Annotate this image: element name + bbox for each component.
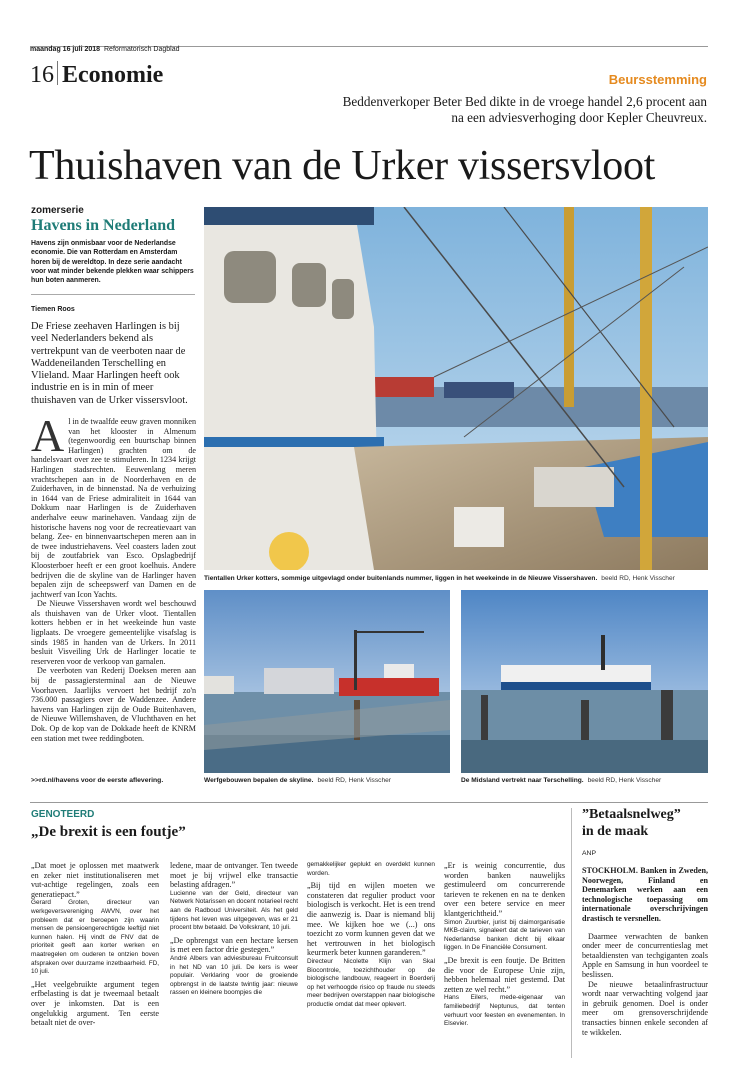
article-lead: De Friese zeehaven Harlingen is bij veel Nederlanders bekend als vertrekpunt van de veerboten naar de Waddeneilanden Terschelling en Vlieland. Maar Harlingen heeft ook industrie en is in min of meer thuishaven van de Urker vissersvloot. xyxy=(31,321,188,406)
dropcap: A xyxy=(31,410,65,461)
genoteerd-col3: gemakkelijker geplukt en overdekt kunnen worden. „Bij tijd en wijlen moeten we constateren dat regulier product voor biologisch is verkocht. Het is een trend die aanwezig is. Daar is niemand blij mee. We kijken hoe we (...) ons toezicht zo vorm kunnen geven dat we het vertrouwen in het biologisch keurmerk beter kunnen garanderen.” Directeur Nicolette Klijn van Skal Biocontrole, toezichthouder op de biologische landbouw, reageert in Boerderij op het verhoogde risico op fraude nu steeds meer bedrijven overstappen naar biologische productie omdat dat meer oplevert. xyxy=(307,861,435,1008)
sidebar-source: ANP xyxy=(582,850,596,857)
genoteerd-col2: ledene, maar de ontvanger. Ten tweede moet je bij vrijwel elke transactie belasting afdragen.” Lucienne van der Geld, directeur van Netwerk Notarissen en docent notarieel recht aan de Radboud Universiteit. Als het geld tijdens het leven was uitgegeven, was er 21 procent btw betaald. De Volkskrant, 10 juli. „De opbrengst van een hectare kersen is met een factor drie gestegen.” André Albers van adviesbureau Fruitconsult in het ND van 10 juli. De kers is weer populair. Verklaring voor de groeiende opbrengst in de laatste twintig jaar: nieuwe rassen en kleinere boompjes die xyxy=(170,861,298,997)
page-number: 16 xyxy=(30,62,54,88)
genoteerd-col4: „Er is weinig concurrentie, dus worden banken nauwelijks gestimuleerd om concurrerende tarieven te rekenen en na te denken over een betere service en meer klantgerichtheid.” Simon Zuurbier, jurist bij claimorganisatie MKB-claim, signaleert dat de tarieven van Nederlandse banken dicht bij elkaar liggen. In De Financiële Consument. „De brexit is een foutje. De Britten die voor de Europese Unie zijn, hebben helemaal niet gestemd. Dat zetten ze wel recht.” Hans Eilers, mede-eigenaar van familiebedrijf Neptunus, dat tenten verhuurt voor feesten en evenementen. In Elsevier. xyxy=(444,861,565,1028)
beursstemming-text: Beddenverkoper Beter Bed dikte in de vroege handel 2,6 procent aan na een adviesverhoging door Kepler Cheuvreux. xyxy=(342,94,707,125)
left-photo-caption: Werfgebouwen bepalen de skyline. beeld RD, Henk Visscher xyxy=(204,777,391,784)
series-intro: Havens zijn onmisbaar voor de Nederlandse economie. Die van Rotterdam en Amsterdam horen bij de wereldtop. In deze serie aandacht voor wat minder bekende plekken waar schippers hun boten aanmeren. xyxy=(31,240,194,285)
headline: Thuishaven van de Urker vissersvloot xyxy=(29,143,656,189)
series-kicker: zomerserie xyxy=(31,205,84,216)
ferry-photo xyxy=(461,590,708,773)
author: Tiemen Roos xyxy=(31,306,75,313)
right-photo xyxy=(461,590,708,773)
section-divider xyxy=(30,802,708,803)
right-photo-caption: De Midsland vertrekt naar Terschelling. beeld RD, Henk Visscher xyxy=(461,777,662,784)
dateline xyxy=(30,46,179,53)
sidebar-title: ”Betaalsnelweg” in de maak xyxy=(582,807,681,839)
main-photo-caption: Tientallen Urker kotters, sommige uitgevlagd onder buitenlands nummer, liggen in het weekeinde in de Nieuwe Vissershaven. beeld RD, Henk Visscher xyxy=(204,575,675,582)
beursstemming-label: Beursstemming xyxy=(608,72,707,87)
section-title: Economie xyxy=(62,62,164,88)
issue-date: maandag 16 juli 2018 xyxy=(30,46,101,53)
intro-rule xyxy=(31,294,195,295)
article-body: Al in de twaalfde eeuw graven monniken van het klooster in Almenum (tegenwoordig een buurtschap binnen Harlingen) grachten om de handelsvaart over zee te stimuleren. In 1234 krijgt Harlingen stadsrechten. Eeuwenlang meren vrachtschepen aan in de Noorderhaven en de Zuiderhaven, in de binnenstad. Na de verhuizing in 1644 van de Friese admiraliteit in 1644 van Dokkum naar Harlingen is de Zuiderhaven anderhalve eeuw marinehaven. Vandaag zijn de historische havens nog voor de recreatievaart van belang. Zee- en binnenvaartschepen meren aan in de twee industriehavens. Veel coasters laden zout bij de zoutfabriek van Esco. Opslagbedrijf Kloosterboer heeft er een groot koelhuis. Andere bedrijven die de skyline van de Harlinger haven bepalen zijn de scheepswerf van Damen en de jachtwerf van Icon Yachts. De Nieuwe Vissershaven wordt wel beschouwd als thuishaven van de Urker vloot. Tientallen kotters hebben er in het weekeinde hun vaste ligplaats. De vroegere gemeentelijke visafslag is sinds 1985 in handen van de Urkers. In 2011 besluit Visveiling Urk de Harlinger locatie te reserveren voor de verkoop van garnalen. De veerboten van Rederij Doeksen meren aan bij de passagiersterminal aan de Nieuwe Voorhaven. Jaarlijks vervoert het bedrijf zo'n 736.000 passagiers over de Waddenzee. Andere havens van Harlingen zijn de Oude Buitenhaven, de Nieuwe Willemshaven, de Vluchthaven en het Dok. Op de kop van de Dokkade heeft de KNRM een station met twee reddingboten. xyxy=(31,410,197,743)
boat-deck-photo xyxy=(204,207,708,570)
genoteerd-col1: „Dat moet je oplossen met maatwerk en zeker niet institutionaliseren met vut-achtige regelingen, zoals een generatiepact.” Gerard Groten, directeur van werkgeversvereniging AWVN, over het probleem dat er beroepen zijn waarin mensen de pensioengerechtigde leeftijd niet kunnen halen. Hij vindt de FNV dat de prioriteit geeft aan korter werken en maatregelen om ouderen te ontzien boven afspraken over duurzame inzetbaarheid. FD, 10 juli. „Het veelgebruikte argument tegen erfbelasting is dat je tweemaal betaalt over je inkomsten. Dat is een ongelukkig argument. Ten eerste betaalt niet de over- xyxy=(31,861,159,1028)
sidebar-divider xyxy=(571,808,572,1058)
section-header xyxy=(30,60,163,90)
main-photo xyxy=(204,207,708,570)
paper-name: Reformatorisch Dagblad xyxy=(104,46,180,53)
article-link[interactable]: >>rd.nl/havens voor de eerste aflevering. xyxy=(31,777,164,784)
genoteerd-title: „De brexit is een foutje” xyxy=(31,824,186,840)
left-photo xyxy=(204,590,450,773)
genoteerd-label: GENOTEERD xyxy=(31,809,95,820)
series-title: Havens in Nederland xyxy=(31,217,176,234)
sidebar-body: STOCKHOLM. Banken in Zweden, Noorwegen, Finland en Denemarken werken aan een technologische toepassing om internationale overschrijvingen drastisch te versnellen. Daarmee verwachten de banken onder meer de concurrentieslag met betaaldiensten van techgiganten zoals Apple en Samsung in hun voordeel te beslissen. De nieuwe betaalinfrastructuur wordt naar verwachting volgend jaar in gebruik genomen. Doel is onder meer om grensoverschrijdende transacties binnen enkele seconden af te wikkelen. xyxy=(582,866,708,1037)
shipyard-photo xyxy=(204,590,450,773)
